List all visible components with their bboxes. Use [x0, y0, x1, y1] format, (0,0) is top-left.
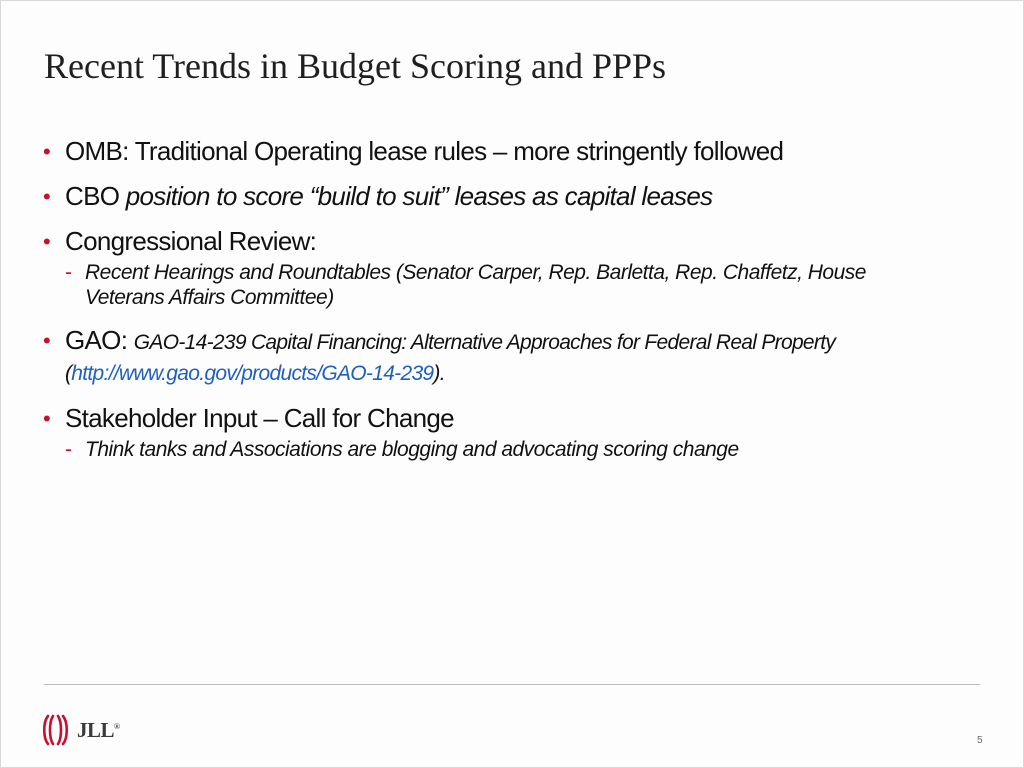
bullet-icon: •: [43, 406, 51, 431]
sub-item-text: Think tanks and Associations are blogging and advocating scoring change: [85, 438, 739, 461]
gao-detail-text: GAO-14-239 Capital Financing: Alternative Approaches for Federal Real Property (: [65, 331, 836, 385]
bullet-omb: [43, 137, 943, 166]
dash-icon: -: [65, 438, 72, 461]
sub-item-think-tanks: [65, 437, 943, 462]
bullet-cbo: [43, 182, 943, 211]
bullet-congressional-review: [43, 227, 943, 310]
bullet-icon: •: [43, 229, 51, 254]
sub-item-hearings: [65, 260, 943, 310]
sub-list: [65, 437, 943, 462]
bullet-italic-text: position to score “build to suit” leases as capital leases: [125, 181, 713, 211]
sub-item-text: Recent Hearings and Roundtables (Senator Carper, Rep. Barletta, Rep. Chaffetz, House Veterans Affairs Committee): [85, 261, 866, 309]
footer-divider: [44, 684, 980, 685]
bullet-text: OMB: Traditional Operating lease rules – more stringently followed: [65, 136, 784, 166]
sub-list: [65, 260, 943, 310]
bullet-lead: CBO: [65, 181, 126, 211]
jll-logo-icon: [41, 713, 71, 747]
bullet-gao: [43, 326, 943, 388]
bullet-icon: •: [43, 328, 51, 353]
gao-detail: [65, 331, 835, 385]
logo-text: JLL®: [77, 717, 120, 742]
slide-title: Recent Trends in Budget Scoring and PPPs: [44, 46, 667, 86]
bullet-lead: GAO:: [65, 325, 134, 355]
page-number: 5: [977, 735, 983, 746]
bullet-list: [43, 137, 943, 478]
bullet-icon: •: [43, 184, 51, 209]
bullet-stakeholder-input: [43, 404, 943, 462]
bullet-text: Congressional Review:: [65, 226, 317, 256]
gao-detail-end: ).: [433, 362, 445, 385]
gao-report-link[interactable]: http://www.gao.gov/products/GAO-14-239: [71, 362, 434, 385]
bullet-text: Stakeholder Input – Call for Change: [65, 403, 454, 433]
dash-icon: -: [65, 261, 72, 284]
bullet-icon: •: [43, 139, 51, 164]
jll-logo: [41, 713, 120, 747]
